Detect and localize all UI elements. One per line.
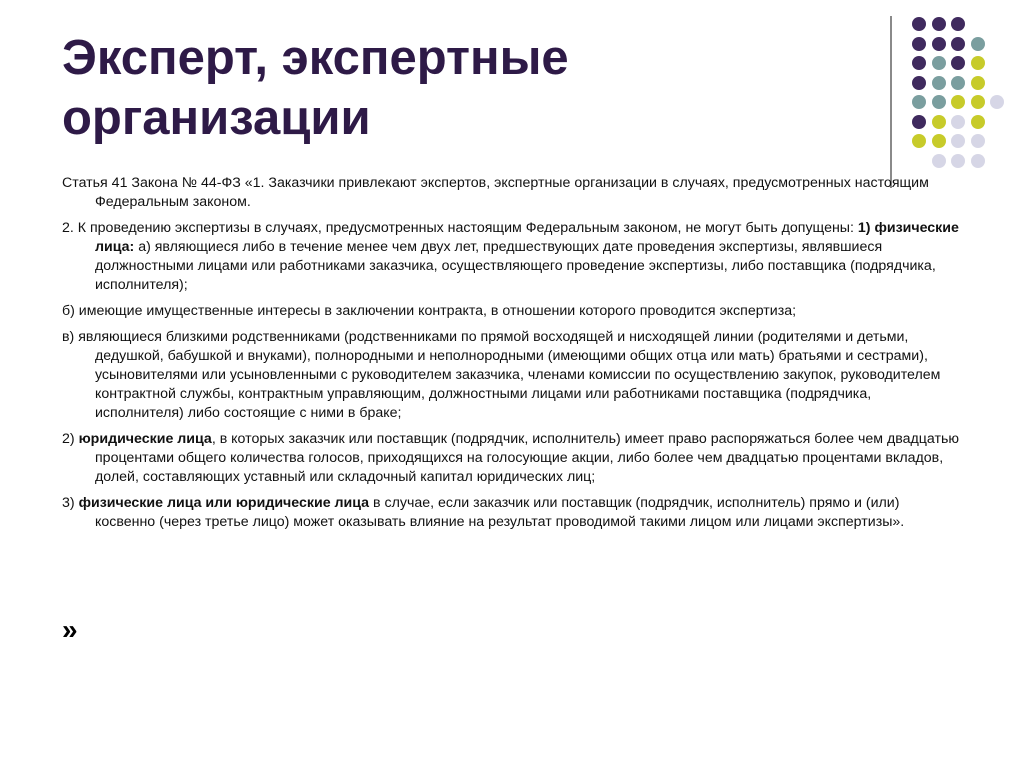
text-run: а) являющиеся либо в течение менее чем двух лет, предшествующих дате проведения экспертизы, являвшиеся должностными лицами или работниками заказчика, осуществляющего проведение экспертизы, либо поставщика (подрядчика, исполнителя); xyxy=(95,239,936,293)
text-run: Статья 41 Закона № 44-ФЗ «1. Заказчики привлекают экспертов, экспертные организации в случаях, предусмотренных настоящим Федеральным законом. xyxy=(62,175,929,210)
decorative-dot xyxy=(932,115,946,129)
decorative-dot xyxy=(932,134,946,148)
bold-text-run: юридические лица xyxy=(78,431,212,447)
decorative-dot xyxy=(912,17,926,31)
text-run: 3) xyxy=(62,495,79,511)
decorative-dot xyxy=(951,134,965,148)
text-run: 2. К проведению экспертизы в случаях, предусмотренных настоящим Федеральным законом, не могут быть допущены: xyxy=(62,220,858,236)
paragraph xyxy=(62,430,962,487)
decorative-dot xyxy=(971,115,985,129)
closing-quote-mark: » xyxy=(62,614,78,645)
decorative-dot xyxy=(971,134,985,148)
decorative-dot xyxy=(912,37,926,51)
decorative-dot xyxy=(971,76,985,90)
text-run: , в которых заказчик или поставщик (подрядчик, исполнитель) имеет право распоряжаться более чем двадцатью процентами общего количества голосов, приходящихся на голосующие акции, либо более чем двадцатью процентами вкладов, долей, составляющих уставный или складочный капитал юридических лиц; xyxy=(95,431,960,485)
decorative-dot xyxy=(971,56,985,70)
decorative-dot xyxy=(932,37,946,51)
decorative-dot xyxy=(912,95,926,109)
bold-text-run: физические лица или юридические лица xyxy=(78,495,370,511)
decorative-dot xyxy=(951,154,965,168)
decorative-dot xyxy=(932,17,946,31)
paragraph xyxy=(62,174,962,212)
slide-body-text xyxy=(62,174,962,539)
decorative-dot xyxy=(971,37,985,51)
decorative-dot xyxy=(912,134,926,148)
decorative-dot xyxy=(951,76,965,90)
decorative-divider-line xyxy=(890,16,892,188)
decorative-dot xyxy=(951,115,965,129)
decorative-dot xyxy=(932,95,946,109)
paragraph xyxy=(62,219,962,295)
decorative-dot xyxy=(971,154,985,168)
paragraph xyxy=(62,494,962,532)
slide-title: Эксперт, экспертные организации xyxy=(62,31,569,145)
decorative-dot xyxy=(951,95,965,109)
paragraph xyxy=(62,302,962,321)
decorative-dot xyxy=(951,37,965,51)
decorative-dot xyxy=(990,95,1004,109)
paragraph xyxy=(62,328,962,423)
decorative-dot xyxy=(932,154,946,168)
text-run: б) имеющие имущественные интересы в заключении контракта, в отношении которого проводится экспертиза; xyxy=(62,303,797,319)
text-run: в случае, если заказчик или поставщик (подрядчик, исполнитель) прямо и (или) косвенно (через третье лицо) может оказывать влияние на результат проводимой такими лицом или лицами экспертизы». xyxy=(95,495,905,530)
decorative-dot xyxy=(971,95,985,109)
decorative-dot xyxy=(912,76,926,90)
decorative-dot xyxy=(951,17,965,31)
decorative-dot xyxy=(951,56,965,70)
bold-text-run: 1) физические лица: xyxy=(95,220,959,255)
decorative-dot xyxy=(912,56,926,70)
text-run: в) являющиеся близкими родственниками (родственниками по прямой восходящей и нисходящей линии (родителями и детьми, дедушкой, бабушкой и внуками), полнородными и неполнородными (имеющими общих отца или мать) братьями и сестрами), усыновителями или усыновленными с руководителем заказчика, членами комиссии по осуществлению закупок, руководителем контрактной службы, контрактным управляющим, должностными лицами или работниками поставщика (подрядчика, исполнителя) либо состоящие с ними в браке; xyxy=(62,329,941,421)
decorative-dot xyxy=(932,76,946,90)
decorative-dot xyxy=(912,115,926,129)
text-run: 2) xyxy=(62,431,79,447)
decorative-dot xyxy=(932,56,946,70)
